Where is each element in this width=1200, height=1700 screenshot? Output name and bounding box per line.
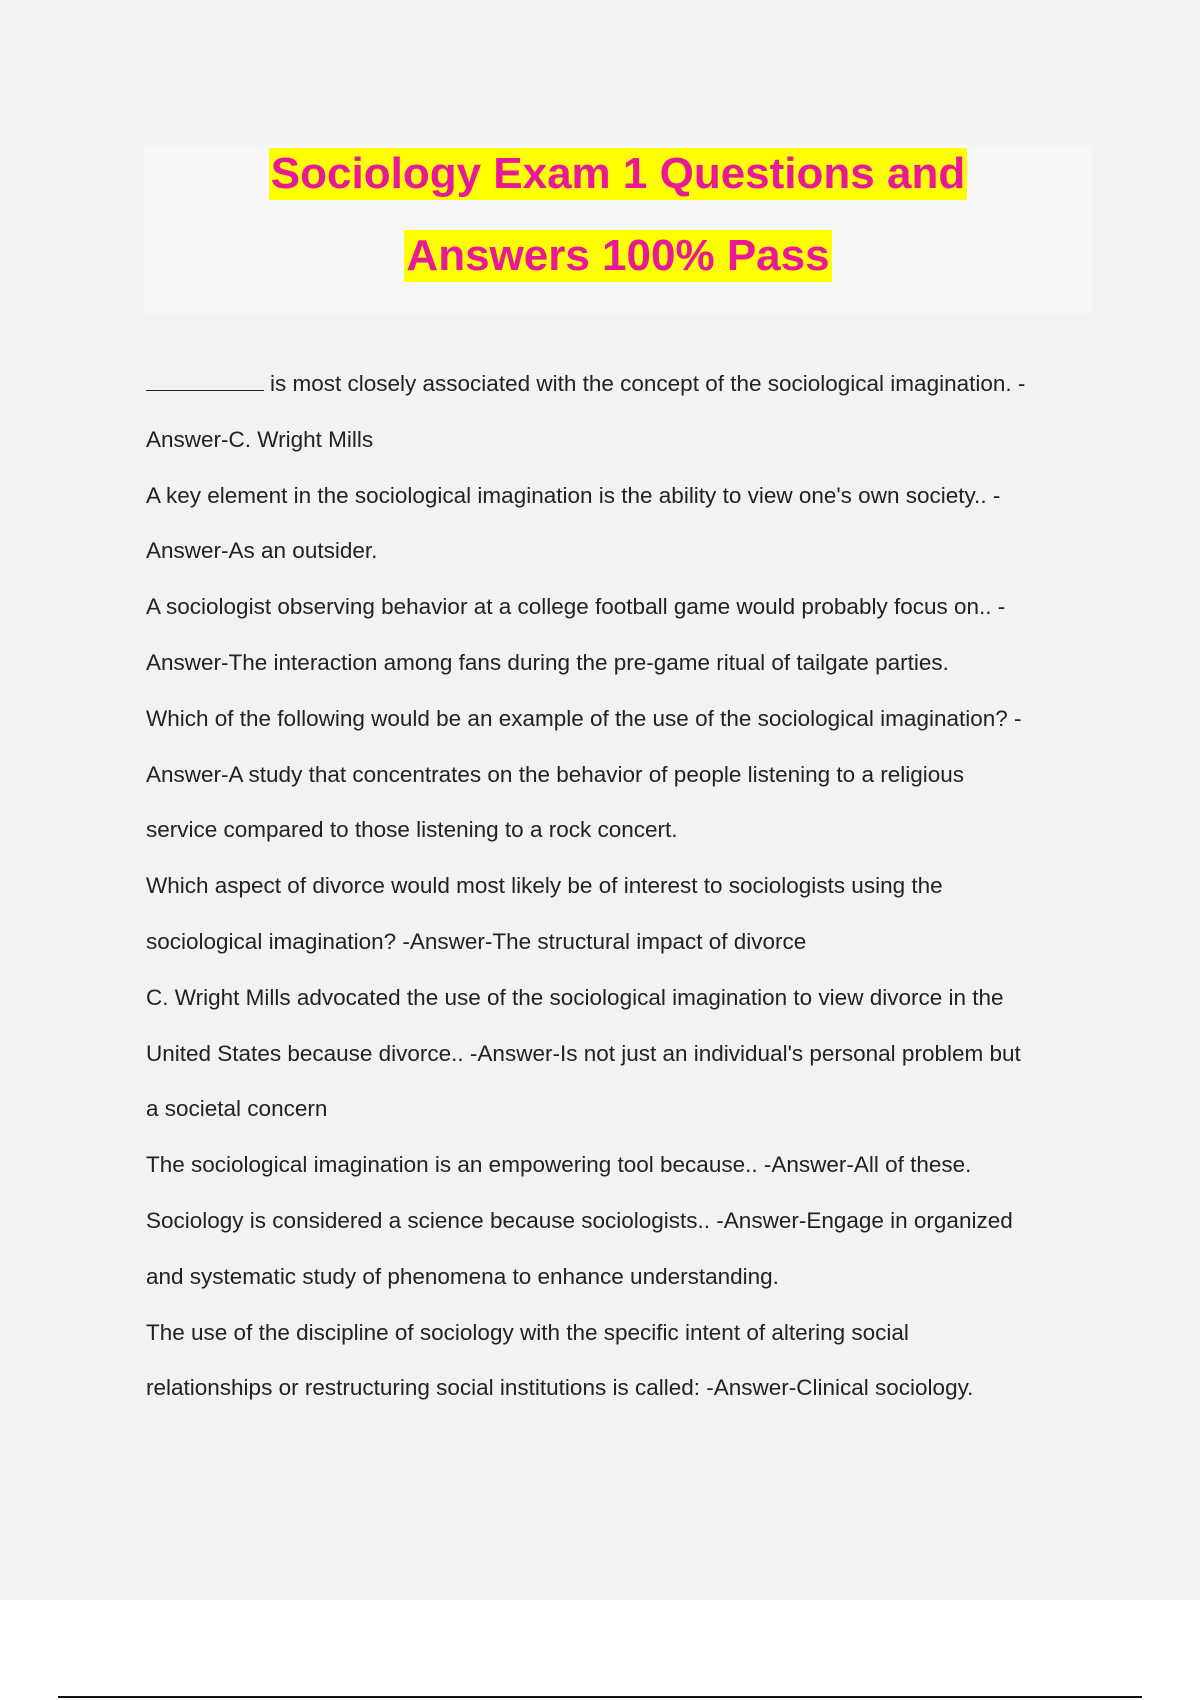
qa-line: relationships or restructuring social institutions is called: -Answer-Clinical sociology. xyxy=(146,1375,974,1401)
title-row-2 xyxy=(144,230,1092,282)
fill-in-blank xyxy=(146,372,264,391)
question-answer-list xyxy=(146,356,1096,1416)
document-title-line-1: Sociology Exam 1 Questions and xyxy=(270,149,966,198)
qa-line: A key element in the sociological imagination is the ability to view one's own society.. - xyxy=(146,482,1001,508)
qa-line: United States because divorce.. -Answer-Is not just an individual's personal problem but xyxy=(146,1040,1021,1066)
qa-line: A sociologist observing behavior at a college football game would probably focus on.. - xyxy=(146,594,1006,620)
title-row-1 xyxy=(144,148,1092,200)
qa-line xyxy=(146,356,1096,412)
document-title-line-2: Answers 100% Pass xyxy=(406,231,830,280)
qa-line: a societal concern xyxy=(146,1096,328,1122)
qa-line: The sociological imagination is an empowering tool because.. -Answer-All of these. xyxy=(146,1152,972,1178)
qa-line-text: is most closely associated with the concept of the sociological imagination. - xyxy=(270,371,1026,396)
qa-line: Answer-A study that concentrates on the behavior of people listening to a religious xyxy=(146,761,964,787)
qa-line: Which of the following would be an example of the use of the sociological imagination? - xyxy=(146,705,1022,731)
qa-line: Answer-As an outsider. xyxy=(146,538,378,564)
qa-line: Sociology is considered a science because sociologists.. -Answer-Engage in organized xyxy=(146,1207,1013,1233)
qa-line: The use of the discipline of sociology with the specific intent of altering social xyxy=(146,1319,909,1345)
qa-line: Answer-The interaction among fans during the pre-game ritual of tailgate parties. xyxy=(146,649,949,675)
qa-line: Which aspect of divorce would most likely be of interest to sociologists using the xyxy=(146,873,943,899)
qa-line: sociological imagination? -Answer-The structural impact of divorce xyxy=(146,928,807,954)
footer-divider xyxy=(58,1696,1142,1698)
title-block xyxy=(144,145,1092,313)
qa-line: Answer-C. Wright Mills xyxy=(146,426,374,452)
qa-line: service compared to those listening to a rock concert. xyxy=(146,817,678,843)
qa-line: and systematic study of phenomena to enhance understanding. xyxy=(146,1263,779,1289)
qa-line: C. Wright Mills advocated the use of the sociological imagination to view divorce in the xyxy=(146,984,1004,1010)
